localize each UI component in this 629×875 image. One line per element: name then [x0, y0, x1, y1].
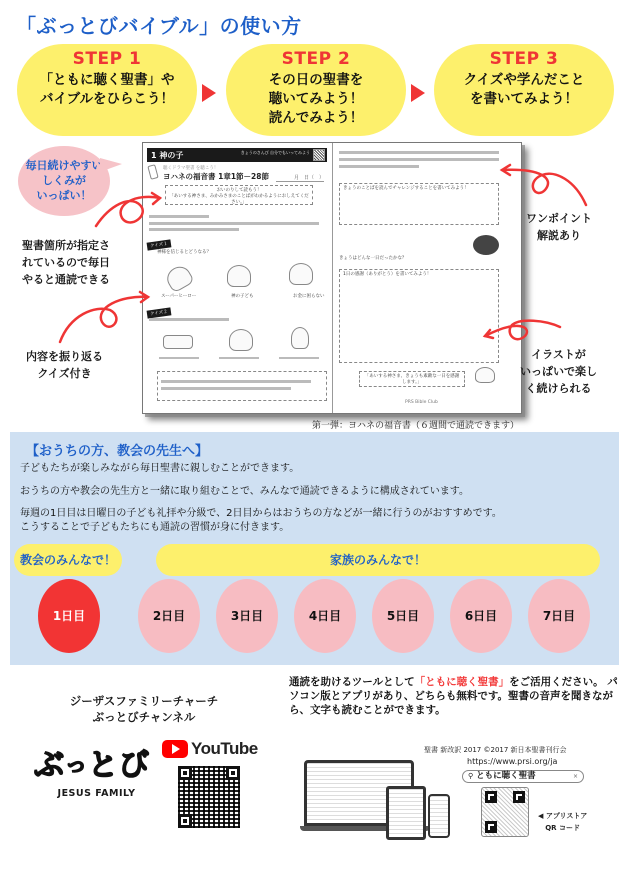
text-line — [339, 151, 499, 154]
day-1: 1日目 — [38, 579, 100, 653]
youtube-play-icon — [162, 740, 188, 758]
day-7: 7日目 — [528, 579, 590, 653]
people-illustration — [289, 263, 313, 285]
panel-text — [20, 507, 502, 535]
devices-illustration — [300, 750, 472, 840]
callout-scripture-range — [22, 237, 110, 288]
step-2-label: STEP 2 — [281, 49, 351, 69]
callout-one-point — [526, 210, 592, 244]
step-2-line: その日の聖書を — [268, 72, 364, 88]
callout-line: 内容を振り返る — [26, 350, 103, 363]
family-illustration — [227, 265, 251, 287]
booklet-preview — [142, 142, 522, 414]
reference-text: ヨハネの福音書 1章1節－28節 — [163, 172, 269, 181]
step-1-label: STEP 1 — [72, 49, 142, 69]
kids-illustration — [229, 329, 253, 351]
logo-chars — [34, 746, 159, 786]
arrow-right-icon — [202, 84, 216, 102]
date-field: 月 日（ ） — [276, 174, 324, 182]
qr-finder-icon — [178, 814, 192, 828]
bubble-line: 毎日続けやすい — [25, 159, 103, 172]
step-2 — [226, 44, 406, 136]
text-line — [149, 318, 229, 321]
bubble-line: いっぱい！ — [36, 189, 92, 202]
prs-logo: PRS Bible Club — [405, 400, 438, 405]
search-icon: ⚲ — [468, 772, 474, 780]
tool-text: をご活用ください。 パソコン版とアプリがあり、どちらも無料です。聖書の音声を聞きながら、文字も読むことができます。 — [289, 676, 618, 716]
caption-line — [159, 357, 199, 359]
quiz-1-tag: クイズ１ — [147, 239, 172, 250]
ninja-illustration — [473, 235, 499, 255]
arrow-right-icon — [411, 84, 425, 102]
step-1-line: バイブルをひらこう！ — [39, 91, 175, 107]
page-title: 「ぶっとびバイブル」の使い方 — [16, 14, 302, 38]
youtube-qr-code[interactable] — [178, 766, 240, 828]
day-3: 3日目 — [216, 579, 278, 653]
callout-line: イラストが — [531, 348, 586, 361]
logo-char: っ — [65, 753, 88, 778]
step-3-line: を書いてみよう！ — [470, 91, 578, 107]
step-1-description — [17, 71, 197, 109]
step-1-line: 「ともに聴く聖書」や — [39, 72, 175, 88]
thanks-box: 1日の感謝（ありがとう）を書いてみよう！ — [339, 269, 499, 363]
copyright: 聖書 新改訳 2017 ©2017 新日本聖書刊行会 — [424, 746, 567, 754]
tool-text: 通読を助けるツールとして — [289, 676, 415, 688]
tool-highlight: 「ともに聴く聖書」 — [414, 676, 510, 688]
day-5: 5日目 — [372, 579, 434, 653]
quiz-1-question: 神様を信じるとどうなる？ — [157, 250, 211, 255]
callout-quiz — [26, 348, 103, 382]
child-illustration — [291, 327, 309, 349]
channel-name — [44, 693, 244, 725]
qr-finder-icon — [485, 821, 497, 833]
panel-text-line: 毎週の1日目は日曜日の子ども礼拝や分級で、2日目からはおうちの方などが一緒に行うのがおすすめです。 — [20, 508, 502, 519]
qr-finder-icon — [178, 766, 192, 780]
challenge-box: きょうのことばを読んでチャレンジすることを書いてみよう！ — [339, 183, 499, 225]
step-3-line: クイズや学んだこと — [463, 72, 585, 88]
caption-line — [219, 357, 259, 359]
info-panel — [10, 432, 619, 665]
callout-illustrations — [520, 346, 597, 397]
qr-finder-icon — [513, 791, 525, 803]
app-label-line: ◀ アプリストア — [538, 812, 588, 820]
step-3-label: STEP 3 — [489, 49, 559, 69]
text-line — [339, 165, 419, 168]
smartphone-icon — [428, 794, 450, 838]
church-label: 教会のみんなで！ — [14, 544, 122, 576]
step-2-line: 読んでみよう！ — [268, 110, 364, 126]
app-label-line: QR コード — [545, 824, 580, 832]
quiz-1-option: スーパーヒーロー — [161, 294, 197, 299]
callout-line: いっぱいで楽し — [520, 365, 597, 378]
search-text: ともに聴く聖書 — [476, 771, 536, 781]
youtube-label: YouTube — [191, 739, 258, 758]
step-2-line: 聴いてみよう！ — [268, 91, 364, 107]
panel-text: 子どもたちが楽しみながら毎日聖書に親しむことができます。 — [20, 463, 300, 474]
bubble-line: しくみが — [42, 174, 86, 187]
day-2: 2日目 — [138, 579, 200, 653]
evening-prayer-box: 「あいする神さま、きょうも素敵な一日を感謝します。」 — [359, 371, 465, 387]
logo-char: と — [88, 748, 119, 783]
callout-line: ワンポイント — [526, 212, 592, 225]
day-4: 4日目 — [294, 579, 356, 653]
booklet-header — [147, 148, 327, 162]
bath-illustration — [475, 367, 495, 383]
callout-line: れているので毎日 — [22, 256, 110, 269]
qr-code-icon — [313, 149, 325, 161]
text-line — [161, 387, 291, 390]
channel-line: ジーザスファミリーチャーチ — [69, 694, 219, 708]
daily-question: きょうはどんな一日だったかな？ — [339, 256, 407, 261]
caption-line — [279, 357, 319, 359]
scripture-reference — [163, 165, 269, 182]
callout-line: 解説あり — [537, 229, 581, 242]
panel-text-line: こうすることで子どもたちにも通読の習慣が身に付きます。 — [20, 522, 290, 533]
logo-char: び — [119, 748, 150, 783]
callout-line: クイズ付き — [37, 367, 92, 380]
superhero-illustration — [163, 262, 195, 293]
qr-finder-icon — [485, 791, 497, 803]
website-url[interactable]: https://www.prsi.org/ja — [467, 757, 558, 766]
youtube-link[interactable] — [162, 739, 258, 759]
callout-line: 聖書箇所が指定さ — [22, 239, 110, 252]
speech-bubble — [18, 146, 110, 216]
panel-title: 【おうちの方、教会の先生へ】 — [26, 444, 209, 459]
day-6: 6日目 — [450, 579, 512, 653]
qr-finder-icon — [226, 766, 240, 780]
app-label: 聴くドラマ聖書 を聴こう！ — [163, 166, 219, 171]
tool-description — [289, 675, 619, 717]
search-box[interactable] — [462, 770, 584, 783]
step-1 — [17, 44, 197, 136]
booklet-left-page — [143, 143, 332, 413]
family-label: 家族のみんなで！ — [156, 544, 600, 576]
prayer-box — [165, 185, 313, 205]
step-3-description — [434, 71, 614, 109]
quiz-1-option: お金に困らない — [293, 294, 325, 299]
train-illustration — [163, 335, 193, 349]
booklet-caption: 第一弾：ヨハネの福音書（６週間で通読できます） — [312, 421, 520, 431]
channel-line: ぶっとびチャンネル — [92, 710, 196, 724]
quiz-2-tag: クイズ２ — [147, 307, 172, 318]
prayer-text: 「あいする神さま、みかみさまのことばがわかるようにおしえてください。」 — [169, 194, 309, 205]
logo-subtitle: JESUS FAMILY — [57, 788, 136, 799]
phone-icon — [147, 164, 158, 180]
booklet-right-page — [333, 143, 522, 413]
step-3 — [434, 44, 614, 136]
text-line — [161, 380, 311, 383]
reflection-box — [157, 371, 327, 401]
panel-text: おうちの方や教会の先生方と一緒に取り組むことで、みんなで通読できるように構成されています。 — [20, 486, 469, 497]
clear-icon: × — [572, 773, 578, 780]
logo-char: ぶ — [34, 748, 64, 783]
step-2-description — [226, 71, 406, 128]
prayer-title: おいのりして読もう！ — [216, 188, 262, 193]
app-store-label — [538, 810, 587, 834]
text-line — [149, 228, 239, 231]
quiz-1-option: 神の子ども — [231, 294, 254, 299]
chapter-title: 1 神の子 — [151, 151, 184, 160]
app-store-qr-code[interactable] — [481, 787, 529, 837]
text-line — [339, 158, 499, 161]
text-line — [149, 215, 209, 218]
callout-line: やると通読できる — [22, 273, 110, 286]
text-line — [149, 222, 319, 225]
buttobi-logo — [34, 746, 159, 806]
tablet-icon — [386, 786, 426, 840]
header-note: きょうのさんび 自分でもいってみよう — [240, 150, 310, 155]
callout-line: く続けられる — [525, 382, 592, 395]
